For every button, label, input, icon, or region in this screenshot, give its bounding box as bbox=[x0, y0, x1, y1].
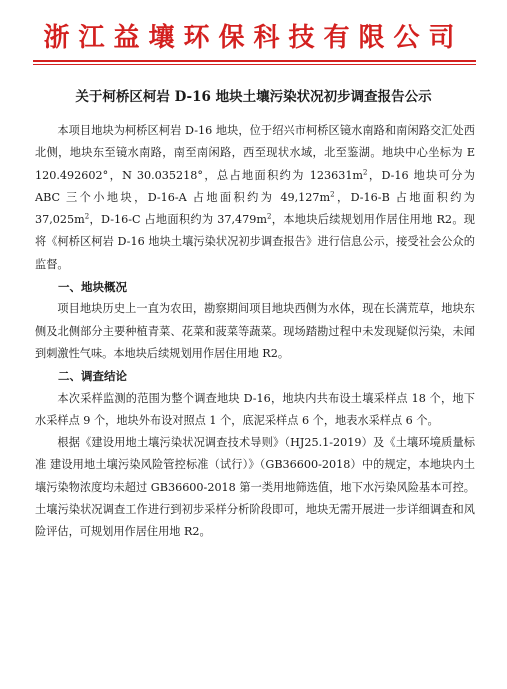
section-heading-conclusion: 二、调查结论 bbox=[58, 369, 127, 384]
conclusion-paragraph: 根据《建设用地土壤污染状况调查技术导则》（HJ25.1-2019）及《土壤环境质量标准 建设用地土壤污染风险管控标准（试行）》（GB36600-2018）中的规定，本地块内土壤污染物浓度均未超过 GB36600-2018 第一类用地筛选值，地下水污染风险基本可控。土壤污染状况调查工作进行到初步采样分析阶段即可，地块无需开展进一步详细调查和风险评估，可规划用作居住用地 R2。 bbox=[35, 436, 475, 539]
document-title: 关于柯桥区柯岩 D-16 地块土壤污染状况初步调查报告公示 bbox=[75, 89, 432, 105]
intro-text-part-4: ，D-16-C 占地面积约为 37,479m bbox=[89, 213, 267, 227]
letterhead-divider-thick bbox=[33, 60, 476, 62]
area-unit-superscript: 2 bbox=[363, 167, 368, 176]
section-heading-site-overview: 一、地块概况 bbox=[58, 280, 127, 295]
intro-text-part-3: ，D-16-B 占地面积约为 37,025m bbox=[35, 190, 475, 227]
letterhead-divider-thin bbox=[33, 64, 476, 65]
intro-text-part-2: ，D-16 地块可分为 ABC 三个小地块，D-16-A 占地面积约为 49,127m bbox=[35, 168, 475, 204]
intro-text-part-5: ，本地块后续规划用作居住用地 R2。现将《柯桥区柯岩 D-16 地块土壤污染状况初步调查报告》进行信息公示，接受社会公众的监督。 bbox=[35, 213, 475, 271]
document-body bbox=[35, 120, 475, 544]
intro-paragraph bbox=[35, 120, 475, 276]
area-unit-superscript: 2 bbox=[84, 212, 90, 221]
intro-text-part-1: 本项目地块为柯桥区柯岩 D-16 地块，位于绍兴市柯桥区镜水南路和南闲路交汇处西北侧，地块东至镜水南路，南至南闲路，西至现状水域，北至鉴湖。地块中心坐标为 E 120.492602°，N 30.035218°，总占地面积约为 123631m bbox=[35, 124, 475, 182]
area-unit-superscript: 2 bbox=[330, 190, 335, 199]
site-overview-paragraph: 项目地块历史上一直为农田，勘察期间项目地块西侧为水体，现在长满荒草，地块东侧及北侧部分主要种植青菜、花菜和菠菜等蔬菜。现场踏勘过程中未发现疑似污染，未闻到刺激性气味。本地块后续规划用作居住用地 R2。 bbox=[35, 302, 475, 360]
sampling-paragraph: 本次采样监测的范围为整个调查地块 D-16，地块内共布设土壤采样点 18 个，地下水采样点 9 个，地块外布设对照点 1 个，底泥采样点 6 个，地表水采样点 6 个。 bbox=[35, 391, 475, 427]
company-letterhead: 浙江益壤环保科技有限公司 bbox=[43, 23, 464, 53]
area-unit-superscript: 2 bbox=[266, 212, 272, 221]
